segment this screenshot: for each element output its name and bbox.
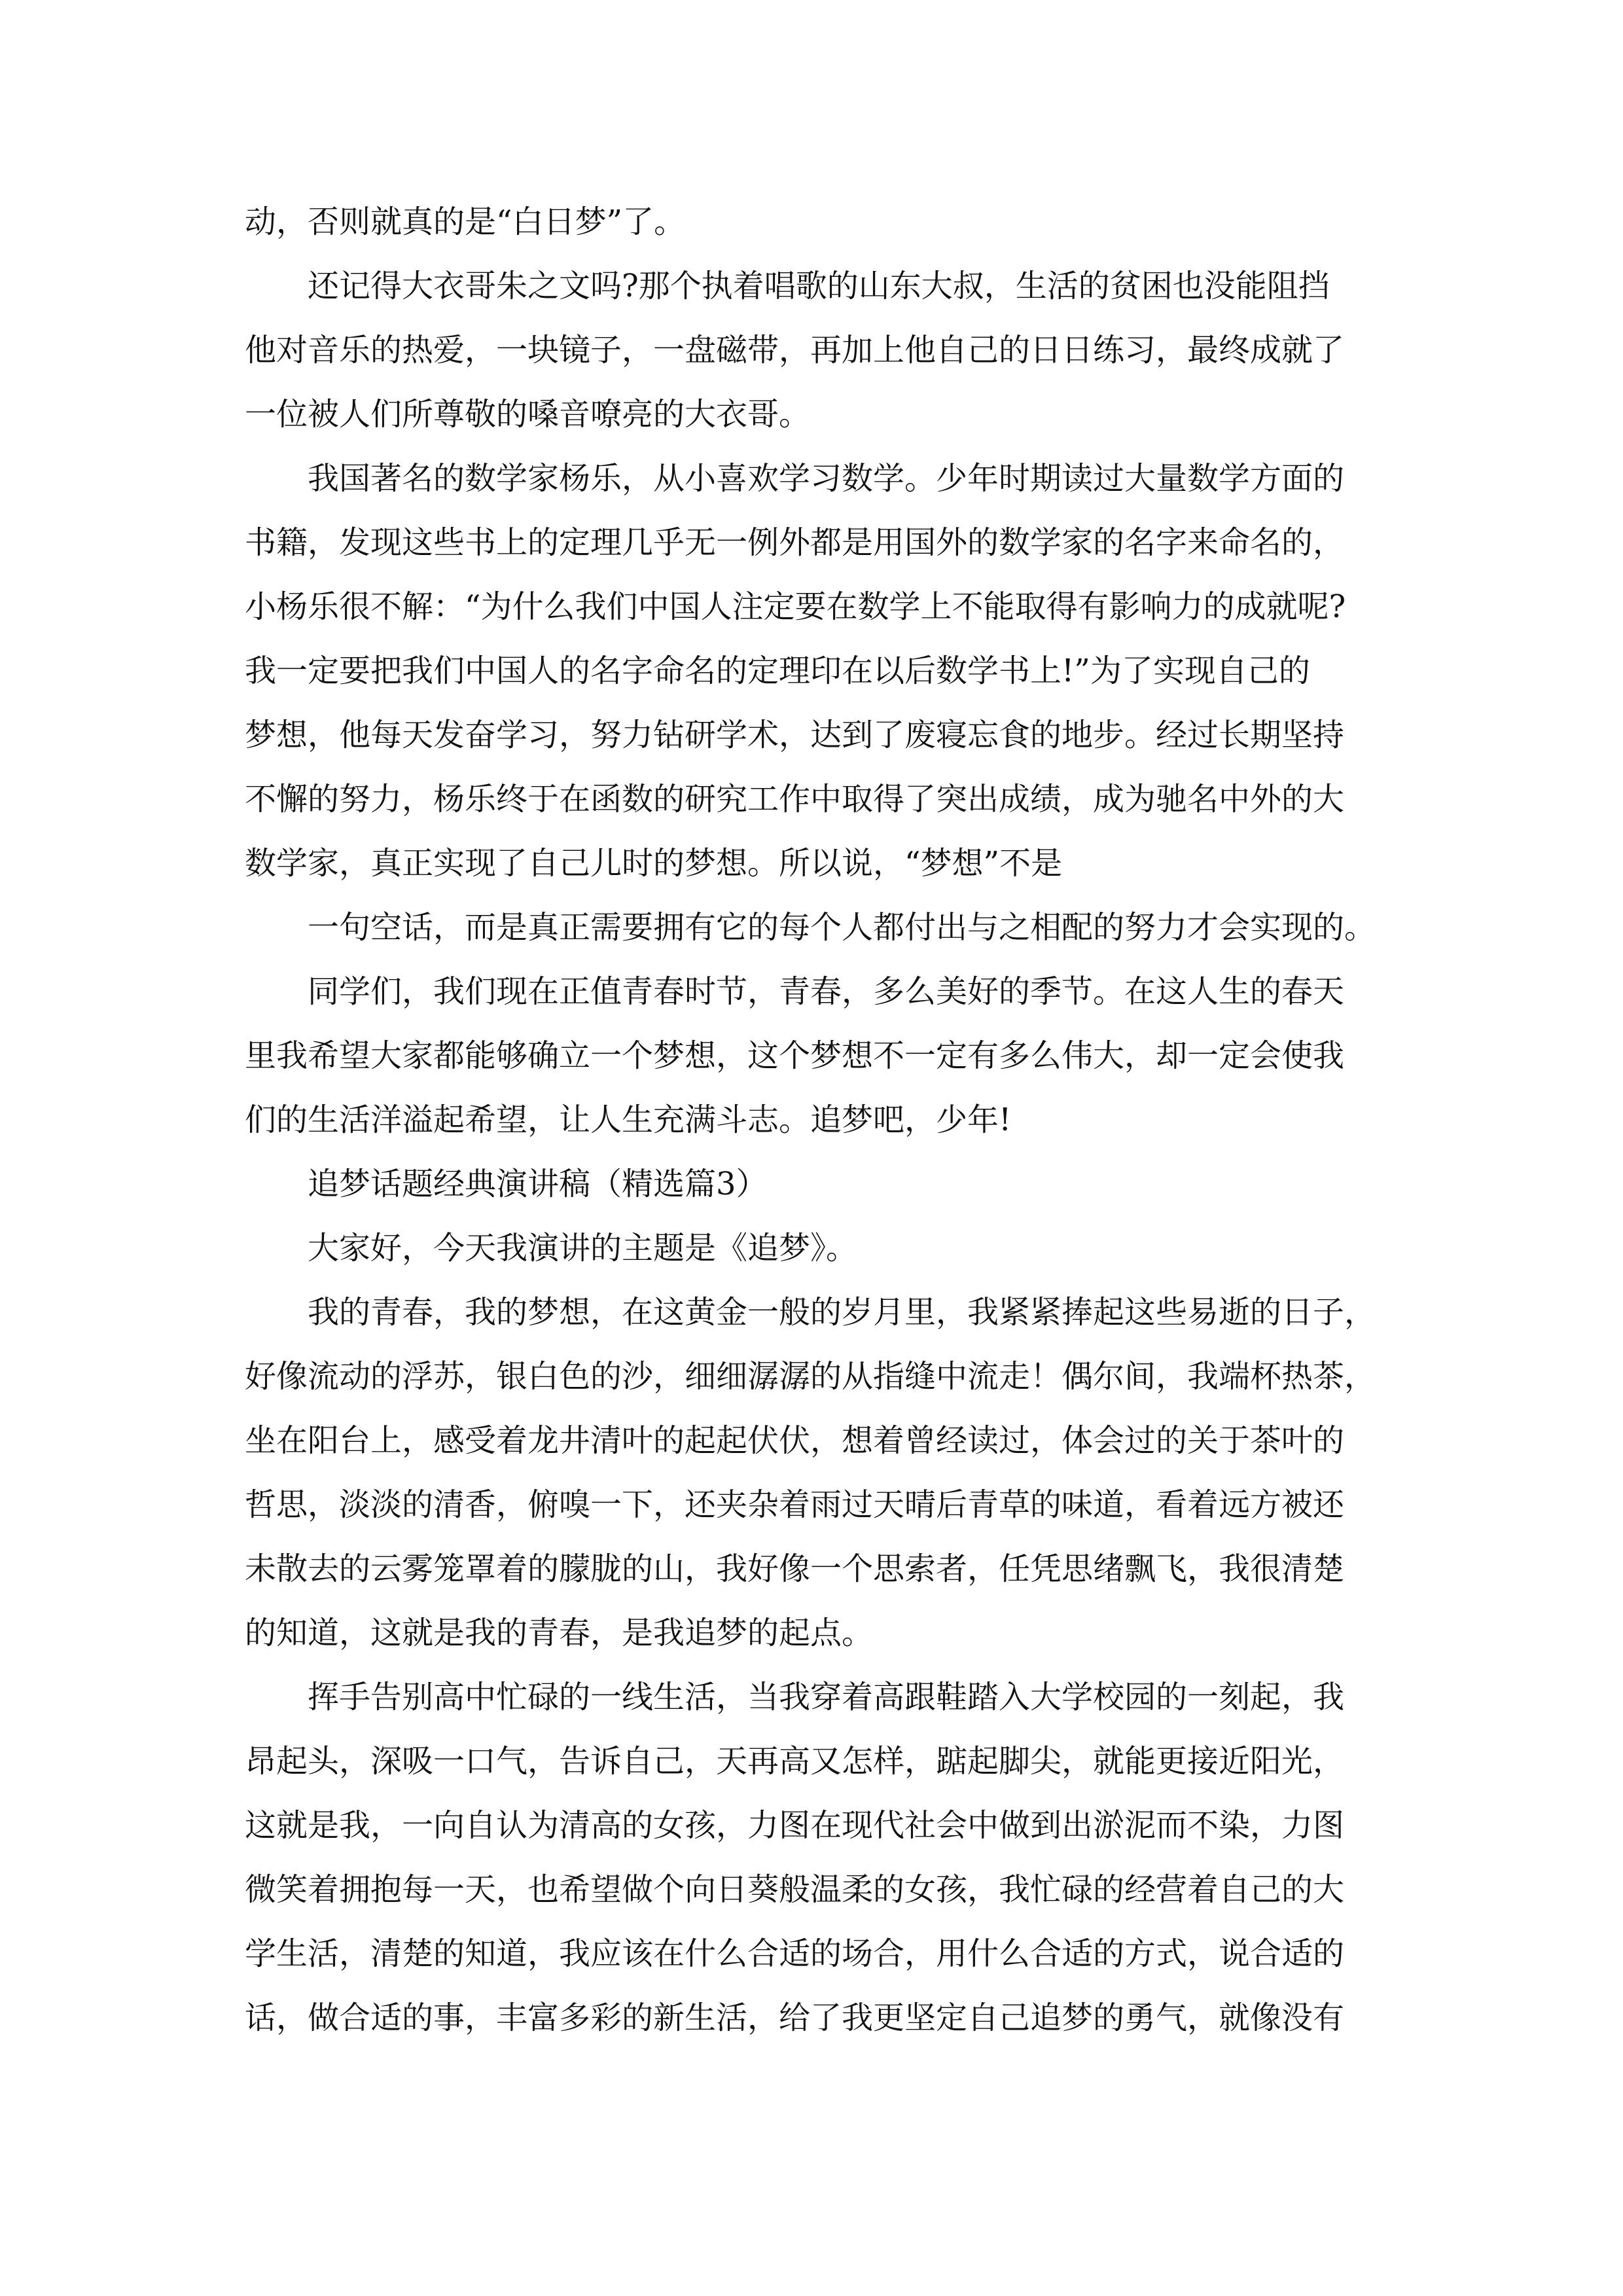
text-line: 这就是我，一向自认为清高的女孩，力图在现代社会中做到出淤泥而不染，力图 [245, 1807, 1345, 1844]
text-line: 大家好，今天我演讲的主题是《追梦》。 [308, 1230, 858, 1266]
text-line: 数学家，真正实现了自己儿时的梦想。所以说，“梦想”不是 [245, 845, 1063, 882]
text-line: 动，否则就真的是“白日梦”了。 [245, 204, 686, 240]
text-line: 好像流动的浮苏，银白色的沙，细细潺潺的从指缝中流走！偶尔间，我端杯热茶， [245, 1358, 1376, 1395]
text-line: 未散去的云雾笼罩着的朦胧的山，我好像一个思索者，任凭思绪飘飞，我很清楚 [245, 1551, 1345, 1587]
text-line: 我的青春，我的梦想，在这黄金一般的岁月里，我紧紧捧起这些易逝的日子， [308, 1294, 1376, 1331]
text-line: 一句空话，而是真正需要拥有它的每个人都付出与之相配的努力才会实现的。 [308, 909, 1376, 946]
document-body [245, 190, 1381, 2050]
text-line: 书籍，发现这些书上的定理几乎无一例外都是用国外的数学家的名字来命名的， [245, 524, 1345, 561]
text-line: 哲思，淡淡的清香，俯嗅一下，还夹杂着雨过天晴后青草的味道，看着远方被还 [245, 1486, 1345, 1523]
text-line: 同学们，我们现在正值青春时节，青春，多么美好的季节。在这人生的春天 [308, 973, 1345, 1010]
text-line: 挥手告别高中忙碌的一线生活，当我穿着高跟鞋踏入大学校园的一刻起，我 [308, 1679, 1345, 1715]
text-line: 梦想，他每天发奋学习，努力钻研学术，达到了废寝忘食的地步。经过长期坚持 [245, 717, 1345, 753]
text-line: 的知道，这就是我的青春，是我追梦的起点。 [245, 1615, 874, 1651]
section-heading: 追梦话题经典演讲稿（精选篇3） [308, 1166, 768, 1202]
text-line: 还记得大衣哥朱之文吗?那个执着唱歌的山东大叔，生活的贫困也没能阻挡 [308, 268, 1330, 304]
text-line: 话，做合适的事，丰富多彩的新生活，给了我更坚定自己追梦的勇气，就像没有 [245, 2000, 1345, 2036]
text-line: 不懈的努力，杨乐终于在函数的研究工作中取得了突出成绩，成为驰名中外的大 [245, 781, 1345, 817]
text-line: 们的生活洋溢起希望，让人生充满斗志。追梦吧，少年! [245, 1102, 1012, 1138]
text-line: 学生活，清楚的知道，我应该在什么合适的场合，用什么合适的方式，说合适的 [245, 1935, 1345, 1972]
text-line: 昂起头，深吸一口气，告诉自己，天再高又怎样，踮起脚尖，就能更接近阳光， [245, 1743, 1345, 1780]
text-line: 微笑着拥抱每一天，也希望做个向日葵般温柔的女孩，我忙碌的经营着自己的大 [245, 1871, 1345, 1908]
text-line: 里我希望大家都能够确立一个梦想，这个梦想不一定有多么伟大，却一定会使我 [245, 1037, 1345, 1074]
text-line: 我国著名的数学家杨乐，从小喜欢学习数学。少年时期读过大量数学方面的 [308, 460, 1345, 497]
text-line: 他对音乐的热爱，一块镜子，一盘磁带，再加上他自己的日日练习，最终成就了 [245, 332, 1345, 368]
text-line: 小杨乐很不解：“为什么我们中国人注定要在数学上不能取得有影响力的成就呢? [245, 588, 1346, 625]
text-line: 一位被人们所尊敬的嗓音嘹亮的大衣哥。 [245, 396, 811, 433]
text-line: 坐在阳台上，感受着龙井清叶的起起伏伏，想着曾经读过，体会过的关于茶叶的 [245, 1422, 1345, 1459]
text-line: 我一定要把我们中国人的名字命名的定理印在以后数学书上!”为了实现自己的 [245, 653, 1310, 689]
